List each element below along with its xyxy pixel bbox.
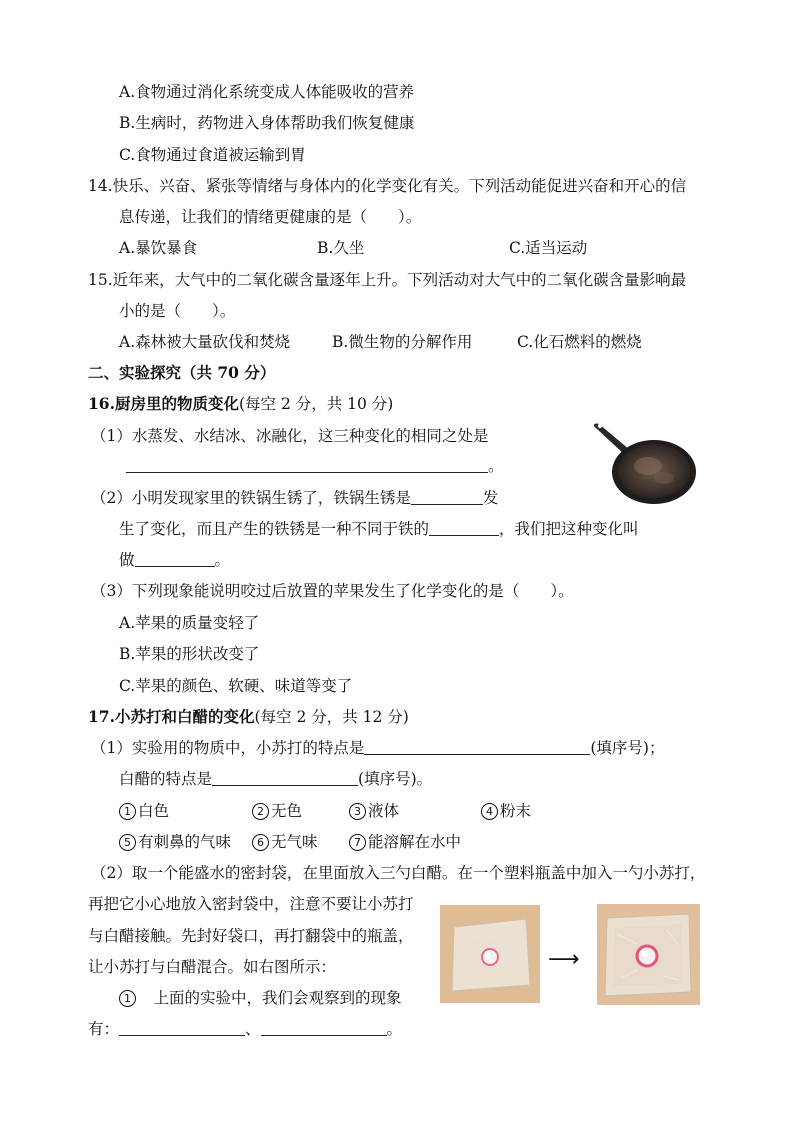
answer-blank[interactable] [261,1019,387,1036]
circled-number: 6 [252,834,269,851]
q13-option-c: C.食物通过食道被运输到胃 [119,146,306,164]
q14-option-b: B.久坐 [317,239,365,257]
circled-number: 1 [119,803,136,820]
q16-title [88,394,393,414]
punct: 。 [386,1020,403,1038]
q13-option-b: B.生病时，药物进入身体帮助我们恢复健康 [119,114,415,132]
q15-stem-line1: 15.近年来，大气中的二氧化碳含量逐年上升。下列活动对大气中的二氧化碳含量影响最 [88,271,687,289]
q16-part1: （1）水蒸发、水结冰、冰融化，这三种变化的相同之处是 [91,427,489,445]
q15-stem-line2: 小的是（ ）。 [119,302,236,320]
punct: 。 [214,551,231,569]
q17-sub1-line2 [88,1019,402,1039]
q17-sub1-text: 上面的实验中，我们会观察到的现象 [138,989,402,1007]
circled-number: 1 [119,990,136,1007]
q16-part3-option-c: C.苹果的颜色、软硬、味道等变了 [119,677,353,695]
q16-title-bold: 16.厨房里的物质变化 [88,394,239,413]
q16-title-points: (每空 2 分，共 10 分) [238,395,394,413]
answer-blank[interactable] [212,769,358,786]
property-item [252,801,302,821]
q17-part1-text-c: 白醋的特点是 [119,770,213,788]
q17-part2-line1: （2）取一个能盛水的密封袋，在里面放入三勺白醋。在一个塑料瓶盖中加入一勺小苏打， [91,864,706,882]
q16-part1-answer-line [126,456,504,476]
q16-part2-text-a: （2）小明发现家里的铁锅生锈了，铁锅生锈是 [91,489,411,507]
punct: 、 [245,1020,261,1038]
section-title: 二、实验探究（共 70 分） [88,363,276,382]
answer-blank[interactable] [119,1019,245,1036]
q17-part1-text-d: (填序号)。 [358,770,433,788]
property-text: 粉末 [500,802,532,820]
q16-part3: （3）下列现象能说明咬过后放置的苹果发生了化学变化的是（ ）。 [91,582,574,600]
answer-blank[interactable] [135,550,215,567]
circled-number: 2 [252,803,269,820]
q17-part1-text-a: （1）实验用的物质中，小苏打的特点是 [91,739,365,757]
q16-part2-text-b: 发 [482,489,499,507]
q17-title [88,707,409,727]
property-item [349,832,461,852]
q17-title-points: (每空 2 分，共 12 分) [254,708,409,726]
property-text: 无色 [271,802,303,820]
q17-part2-line2: 再把它小心地放入密封袋中，注意不要让小苏打 [88,895,414,913]
q16-part2-line1 [91,488,498,508]
answer-blank[interactable] [126,456,488,473]
property-item [119,832,231,852]
q14-stem-line1: 14.快乐、兴奋、紧张等情绪与身体内的化学变化有关。下列活动能促进兴奋和开心的信 [88,177,687,195]
q16-part3-option-b: B.苹果的形状改变了 [119,645,260,663]
q14-stem-line2: 息传递，让我们的情绪更健康的是（ ）。 [119,208,422,226]
q17-part2-line3: 与白醋接触。先封好袋口，再打翻袋中的瓶盖， [88,927,414,945]
q15-option-c: C.化石燃料的燃烧 [517,333,642,351]
q17-sub1-prefix: 有： [88,1020,120,1038]
property-item [481,801,531,821]
circled-number: 7 [349,834,366,851]
answer-blank[interactable] [429,519,499,536]
q16-part2-line3 [119,550,230,570]
circled-number: 5 [119,834,136,851]
q16-part2-text-c: 生了变化，而且产生的铁锈是一种不同于铁的 [119,520,430,538]
q17-part2-line4: 让小苏打与白醋混合。如右图所示： [88,958,337,976]
property-text: 白色 [138,802,170,820]
punct: 。 [488,457,504,475]
q17-sub1-line1 [119,988,402,1008]
property-item [349,801,399,821]
q15-option-b: B.微生物的分解作用 [332,333,473,351]
q15-option-a: A.森林被大量砍伐和焚烧 [119,333,291,351]
arrow-icon: ⟶ [548,947,580,972]
sealed-bag-after-image [597,904,700,1005]
answer-blank[interactable] [411,488,483,505]
q17-part1-text-b: (填序号)； [590,739,665,757]
q16-part3-option-a: A.苹果的质量变轻了 [119,614,260,632]
q17-part1-line2 [119,769,432,789]
circled-number: 3 [349,803,366,820]
q16-part2-text-d: ，我们把这种变化叫 [499,520,639,538]
q17-title-bold: 17.小苏打和白醋的变化 [88,707,255,726]
answer-blank[interactable] [364,738,590,755]
q14-option-c: C.适当运动 [509,239,588,257]
circled-number: 4 [481,803,498,820]
q16-part2-line2 [119,519,639,539]
property-text: 无气味 [271,833,318,851]
sealed-bag-before-image [440,905,540,1003]
iron-pan-image [590,420,698,506]
q17-part1-line1 [91,738,664,758]
property-text: 液体 [368,802,400,820]
q16-part2-text-e: 做 [119,551,135,569]
property-text: 有刺鼻的气味 [138,833,232,851]
property-item [119,801,169,821]
q13-option-a: A.食物通过消化系统变成人体能吸收的营养 [119,83,415,101]
q14-option-a: A.暴饮暴食 [119,239,198,257]
property-text: 能溶解在水中 [368,833,462,851]
property-item [252,832,318,852]
